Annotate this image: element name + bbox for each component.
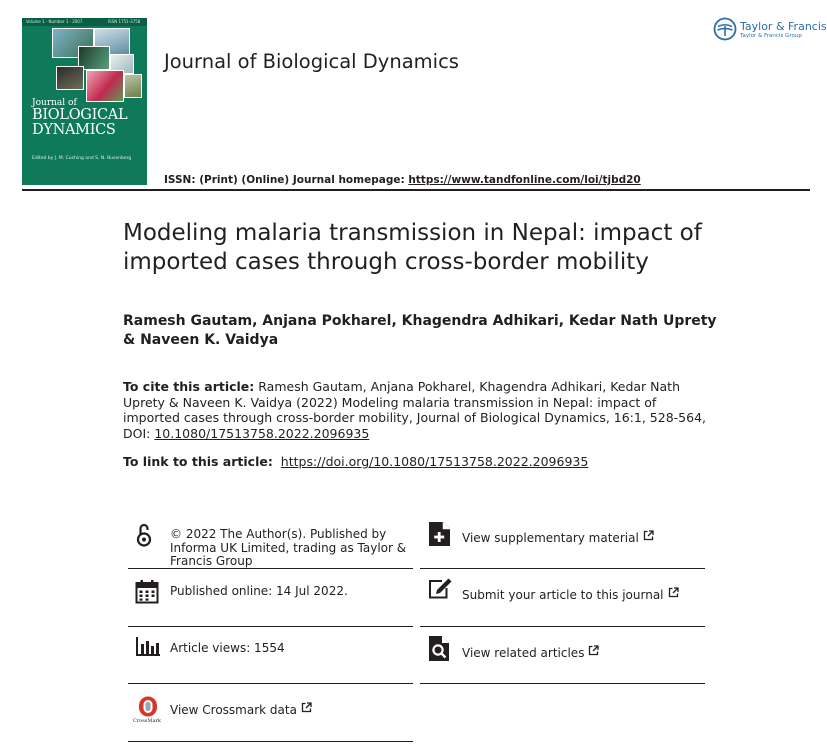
search-document-icon <box>428 635 452 662</box>
edit-icon <box>428 577 453 599</box>
supplementary-material-link[interactable] <box>462 530 654 546</box>
article-link-block <box>123 454 713 469</box>
info-divider <box>128 626 413 627</box>
cite-label: To cite this article: <box>123 379 255 394</box>
cover-title-line2: BIOLOGICAL <box>32 107 128 123</box>
submit-article-link[interactable] <box>462 587 679 603</box>
info-divider <box>128 683 413 684</box>
submit-label: Submit your article to this journal <box>462 588 664 602</box>
open-access-text: © 2022 The Author(s). Published by Informa UK Limited, trading as Taylor & Francis Group <box>170 527 407 568</box>
supplementary-label: View supplementary material <box>462 531 639 545</box>
crossmark-link[interactable] <box>170 702 312 718</box>
article-views-text: Article views: 1554 <box>170 641 285 655</box>
cover-issn-line: ISSN 1751-3758 <box>108 19 141 24</box>
cover-editors: Edited by J. M. Cushing and S. N. Busenberg <box>32 156 132 161</box>
open-access-icon <box>136 522 152 548</box>
journal-cover-image <box>22 18 147 185</box>
cover-publisher-logo-icon <box>100 186 110 196</box>
related-articles-link[interactable] <box>462 645 599 661</box>
publisher-name: Taylor & Francis <box>740 20 827 33</box>
info-divider <box>420 683 705 684</box>
published-date-text: Published online: 14 Jul 2022. <box>170 584 348 598</box>
publisher-group: Taylor & Francis Group <box>740 33 802 39</box>
header-divider <box>22 189 810 191</box>
issn-label: ISSN: (Print) (Online) Journal homepage: <box>164 174 409 186</box>
calendar-icon <box>135 579 159 604</box>
related-label: View related articles <box>462 646 585 660</box>
article-title: Modeling malaria transmission in Nepal: impact of imported cases through cross-border mobility <box>123 220 702 275</box>
journal-homepage-link[interactable]: https://www.tandfonline.com/loi/tjbd20 <box>408 174 641 186</box>
cover-volume-line: Volume 1 · Number 1 · 2007 <box>26 19 83 24</box>
cover-photo-flower <box>86 70 124 102</box>
crossmark-label: View Crossmark data <box>170 703 297 717</box>
external-link-icon <box>643 530 654 541</box>
article-doi-link[interactable]: https://doi.org/10.1080/17513758.2022.2096935 <box>280 454 589 469</box>
link-label: To link to this article: <box>123 454 273 469</box>
cover-title-line1: Journal of <box>32 98 77 108</box>
info-divider <box>128 741 413 742</box>
cite-text: Ramesh Gautam, Anjana Pokharel, Khagendra Adhikari, Kedar Nath Uprety & Naveen K. Vaidya (2022) Modeling malaria transmission in Nepal: impact of imported cases through cross-border mobility, Journal of Biological Dynamics, 16:1, 528-564, DOI: <box>123 379 706 441</box>
article-authors: Ramesh Gautam, Anjana Pokharel, Khagendra Adhikari, Kedar Nath Uprety & Naveen K. Vaidya <box>123 313 717 348</box>
external-link-icon <box>301 702 312 713</box>
cite-doi-link[interactable]: 10.1080/17513758.2022.2096935 <box>154 425 370 441</box>
cover-top-strip <box>22 18 147 26</box>
external-link-icon <box>588 645 599 656</box>
citation-block <box>123 379 713 441</box>
taylor-francis-logo-icon <box>713 17 737 41</box>
cover-title <box>32 99 127 137</box>
journal-title: Journal of Biological Dynamics <box>164 50 459 73</box>
external-link-icon <box>668 587 679 598</box>
crossmark-logo-text: CrossMark <box>133 718 161 724</box>
add-document-icon <box>428 521 451 547</box>
info-divider <box>128 568 413 569</box>
info-divider <box>420 626 705 627</box>
issn-homepage-line <box>164 174 641 186</box>
info-divider <box>420 568 705 569</box>
cover-photo-leaf <box>124 74 142 98</box>
bar-chart-icon <box>135 636 161 657</box>
cover-title-line3: DYNAMICS <box>32 121 116 138</box>
cover-photo-insect <box>56 66 84 90</box>
